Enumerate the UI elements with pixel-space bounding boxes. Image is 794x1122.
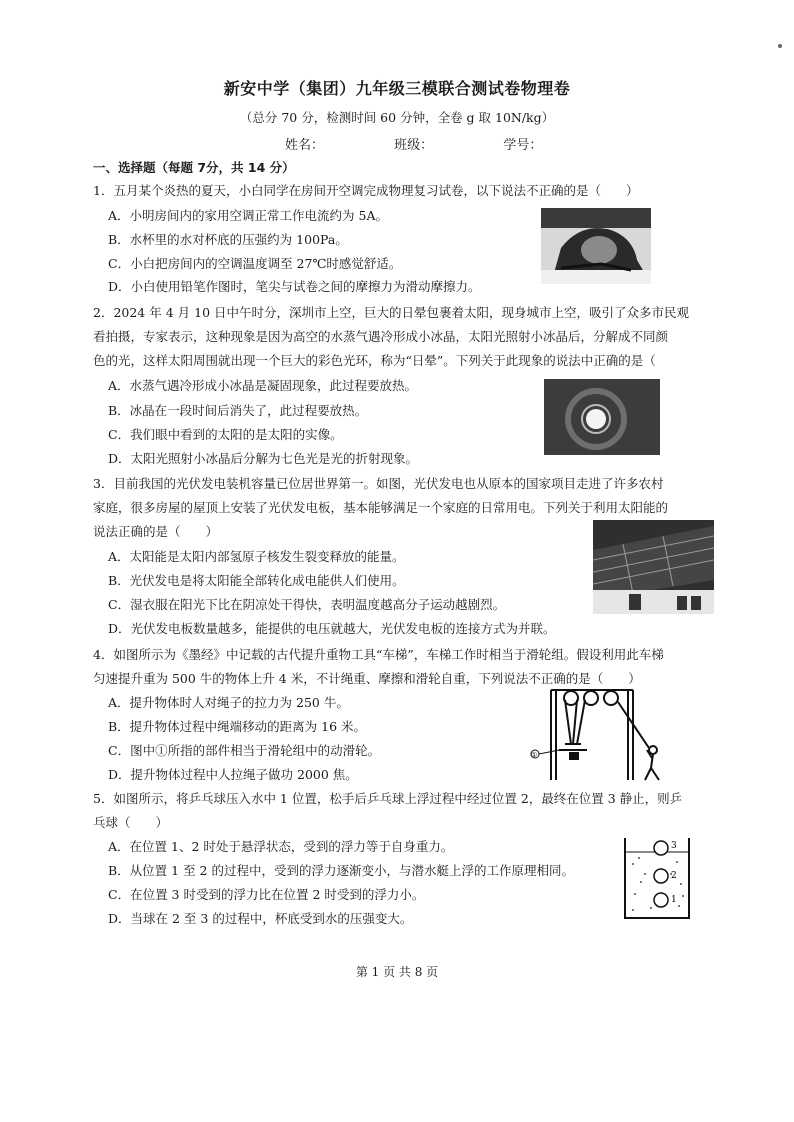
- q2-option-a: A．水蒸气遇冷形成小冰晶是凝固现象，此过程要放热。: [108, 378, 418, 393]
- q2-option-d: D．太阳光照射小冰晶后分解为七色光是光的折射现象。: [108, 451, 419, 466]
- q4-option-d: D．提升物体过程中人拉绳子做功 2000 焦。: [108, 767, 358, 782]
- q1-student-photo: [541, 208, 651, 288]
- q3-option-b: B．光伏发电是将太阳能全部转化成电能供人们使用。: [108, 573, 405, 588]
- q3-option-d: D．光伏发电板数量越多，能提供的电压就越大，光伏发电板的连接方式为并联。: [108, 621, 556, 636]
- question-4-line-1: 4．如图所示为《墨经》中记载的古代提升重物工具“车梯”，车梯工作时相当于滑轮组。假设利用此车梯: [93, 647, 664, 662]
- question-3-line-3: 说法正确的是（ ）: [93, 524, 219, 539]
- q4-option-b: B．提升物体过程中绳端移动的距离为 16 米。: [108, 719, 367, 734]
- q1-option-d: D．小白使用铅笔作图时，笔尖与试卷之间的摩擦力为滑动摩擦力。: [108, 279, 481, 294]
- q5-option-a: A．在位置 1、2 时处于悬浮状态，受到的浮力等于自身重力。: [108, 839, 454, 854]
- question-3-line-2: 家庭，很多房屋的屋顶上安装了光伏发电板，基本能够满足一个家庭的日常用电。下列关于利用太阳能的: [93, 500, 669, 515]
- q3-option-c: C．湿衣服在阳光下比在阴凉处干得快，表明温度越高分子运动越剧烈。: [108, 597, 506, 612]
- exam-subtitle: （总分 70 分，检测时间 60 分钟，全卷 g 取 10N/kg）: [239, 110, 555, 125]
- q5-beaker-diagram: [621, 834, 693, 926]
- question-1-stem: 1．五月某个炎热的夏天，小白同学在房间开空调完成物理复习试卷，以下说法不正确的是（ ）: [93, 183, 639, 198]
- q3-solar-roof-photo: [593, 520, 714, 618]
- q2-option-b: B．冰晶在一段时间后消失了，此过程要放热。: [108, 403, 368, 418]
- class-label: 班级：: [394, 138, 434, 153]
- q1-option-c: C．小白把房间内的空调温度调至 27℃时感觉舒适。: [108, 256, 402, 271]
- q4-option-c: C．图中①所指的部件相当于滑轮组中的动滑轮。: [108, 743, 381, 758]
- q2-option-c: C．我们眼中看到的太阳的是太阳的实像。: [108, 427, 343, 442]
- q5-position-1-label: 1: [671, 895, 677, 905]
- name-label: 姓名：: [285, 138, 325, 153]
- question-2-line-3: 色的光，这样太阳周围就出现一个巨大的彩色光环，称为“日晕”。下列关于此现象的说法中正确的是（: [93, 353, 656, 368]
- q4-option-a: A．提升物体时人对绳子的拉力为 250 牛。: [108, 695, 349, 710]
- q5-position-2-label: 2: [671, 871, 677, 881]
- page-number: 第 1 页 共 8 页: [355, 965, 439, 979]
- q5-option-c: C．在位置 3 时受到的浮力比在位置 2 时受到的浮力小。: [108, 887, 425, 902]
- q2-halo-photo: [544, 379, 660, 459]
- question-2-line-2: 看拍摄，专家表示，这种现象是因为高空的水蒸气遇冷形成小冰晶，太阳光照射小冰晶后，分解成不同颜: [93, 329, 669, 344]
- exam-title: 新安中学（集团）九年级三模联合测试卷物理卷: [223, 79, 571, 98]
- q4-car-ladder-diagram: [525, 686, 671, 786]
- question-4-line-2: 匀速提升重为 500 牛的物体上升 4 米，不计绳重、摩擦和滑轮自重，下列说法不正确的是（ ）: [93, 671, 641, 686]
- question-5-line-1: 5．如图所示，将乒乓球压入水中 1 位置，松手后乒乓球上浮过程中经过位置 2，最终在位置 3 静止，则乒: [93, 791, 683, 806]
- student-info-fields: [285, 134, 608, 153]
- q5-position-3-label: 3: [671, 841, 677, 851]
- number-label: 学号：: [503, 138, 543, 153]
- question-5-line-2: 乓球（ ）: [93, 815, 169, 830]
- q1-option-b: B．水杯里的水对杯底的压强约为 100Pa。: [108, 232, 348, 247]
- section-heading: 一、选择题（每题 7分，共 14 分）: [93, 160, 295, 175]
- q5-option-d: D．当球在 2 至 3 的过程中，杯底受到水的压强变大。: [108, 911, 413, 926]
- q3-option-a: A．太阳能是太阳内部氢原子核发生裂变释放的能量。: [108, 549, 405, 564]
- q1-option-a: A．小明房间内的家用空调正常工作电流约为 5A。: [108, 208, 388, 223]
- scan-speck: [778, 44, 782, 48]
- q4-figure-marker: ①: [531, 751, 538, 759]
- question-2-line-1: 2．2024 年 4 月 10 日中午时分，深圳市上空，巨大的日晕包裹着太阳，现身城市上空，吸引了众多市民观: [93, 305, 689, 320]
- question-3-line-1: 3．目前我国的光伏发电装机容量已位居世界第一。如图，光伏发电也从原本的国家项目走进了许多农村: [93, 476, 664, 491]
- q5-option-b: B．从位置 1 至 2 的过程中，受到的浮力逐渐变小，与潜水艇上浮的工作原理相同。: [108, 863, 574, 878]
